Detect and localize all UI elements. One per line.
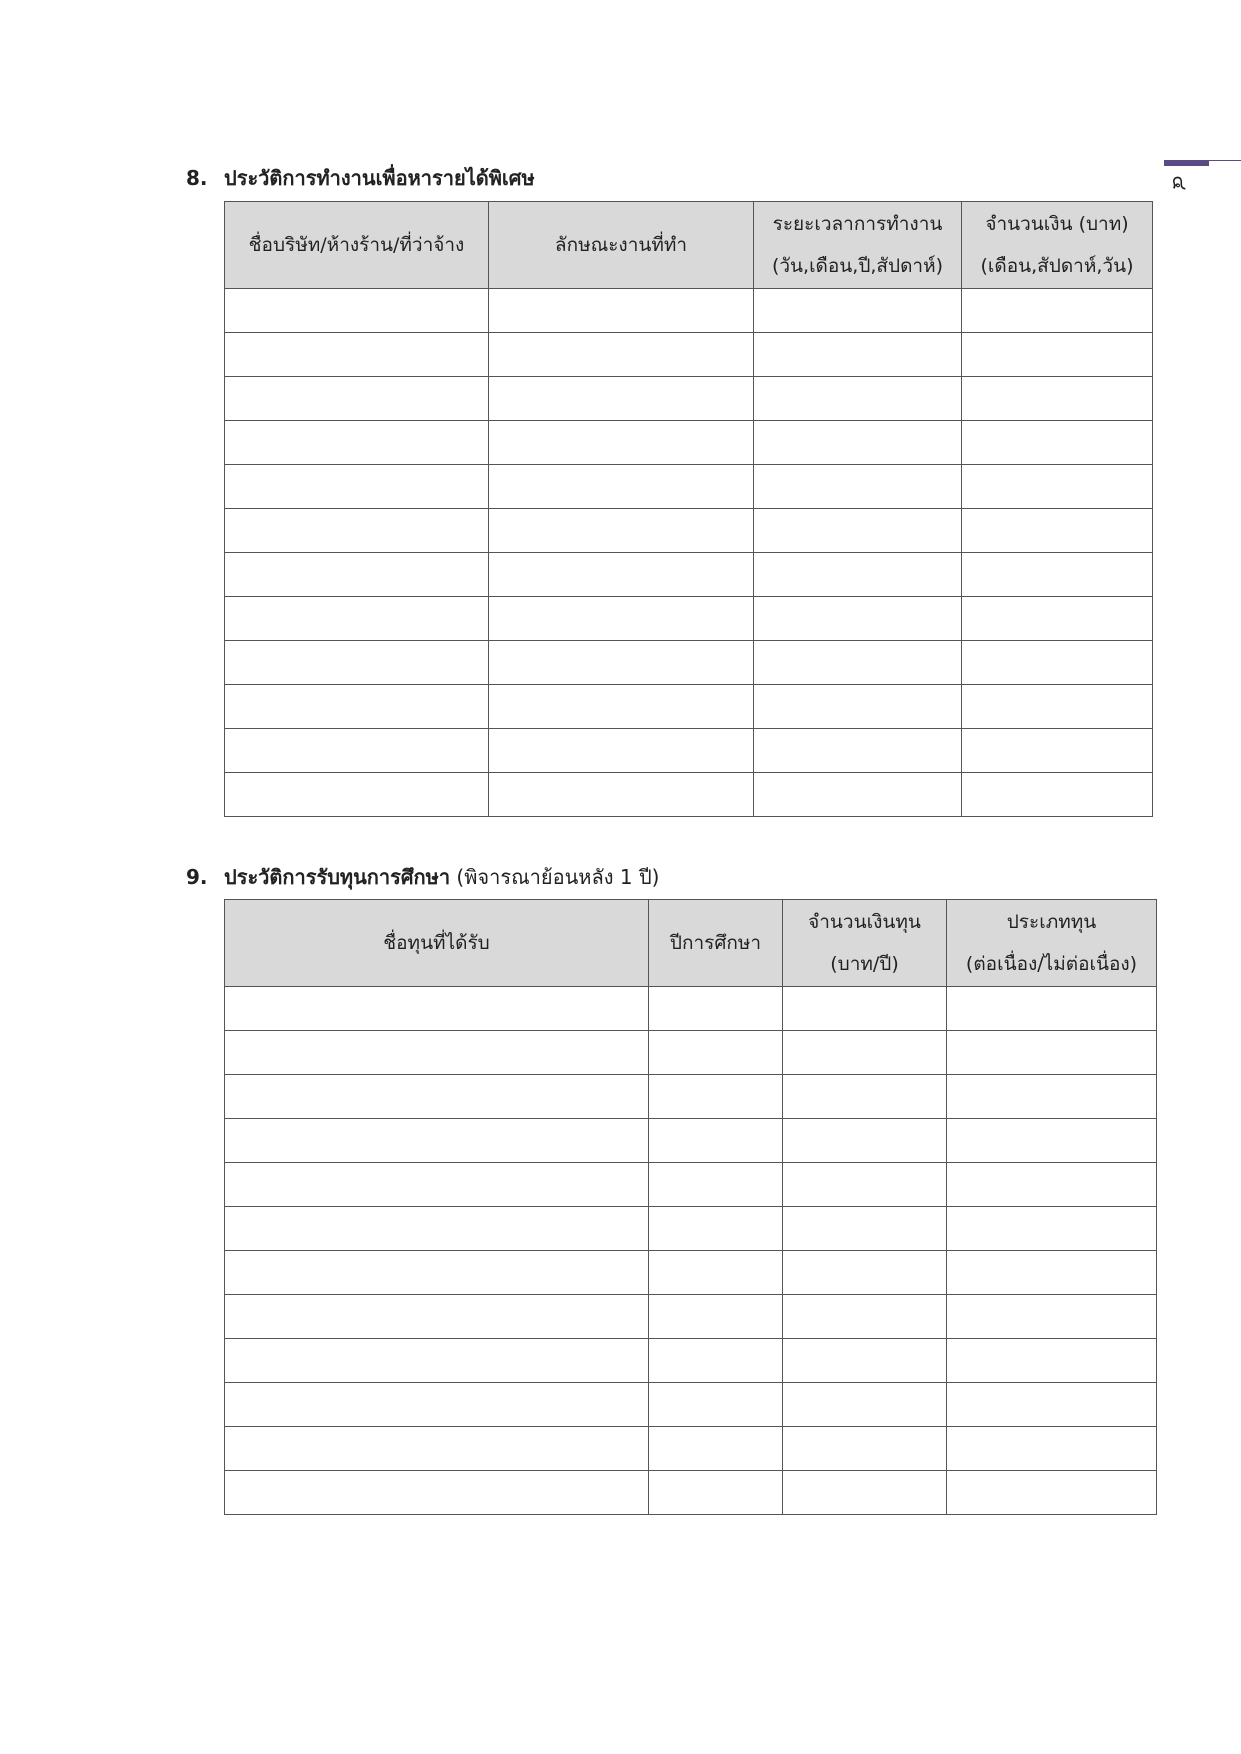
scholarship-rows	[225, 987, 1157, 1515]
section-9-number: 9.	[186, 865, 208, 889]
table-cell[interactable]	[489, 597, 754, 641]
table-row	[225, 1383, 1157, 1427]
work-history-table	[224, 201, 1153, 817]
table-cell[interactable]	[225, 377, 489, 421]
table-row	[225, 333, 1153, 377]
col-header-academic-year: ปีการศึกษา	[649, 900, 783, 987]
table-row	[225, 1339, 1157, 1383]
table-cell[interactable]	[649, 1295, 783, 1339]
section-8-number: 8.	[186, 166, 208, 190]
table-cell[interactable]	[225, 1075, 649, 1119]
table-cell[interactable]	[754, 465, 962, 509]
table-row	[225, 685, 1153, 729]
table-cell[interactable]	[225, 1295, 649, 1339]
table-cell[interactable]	[962, 289, 1153, 333]
table-cell[interactable]	[489, 685, 754, 729]
table-cell[interactable]	[649, 1383, 783, 1427]
table-row	[225, 1207, 1157, 1251]
table-row	[225, 641, 1153, 685]
table-cell[interactable]	[649, 1427, 783, 1471]
table-cell[interactable]	[783, 1075, 947, 1119]
section-8-heading	[186, 164, 535, 192]
section-9-title: ประวัติการรับทุนการศึกษา	[224, 865, 451, 889]
table-cell[interactable]	[225, 685, 489, 729]
table-cell[interactable]	[947, 1075, 1157, 1119]
table-cell[interactable]	[225, 1251, 649, 1295]
table-cell[interactable]	[489, 465, 754, 509]
table-row	[225, 1295, 1157, 1339]
work-history-rows	[225, 289, 1153, 817]
col-header-job-type: ลักษณะงานที่ทำ	[489, 202, 754, 289]
table-cell[interactable]	[783, 1427, 947, 1471]
table-cell[interactable]	[225, 553, 489, 597]
table-cell[interactable]	[225, 509, 489, 553]
table-cell[interactable]	[225, 641, 489, 685]
table-cell[interactable]	[754, 597, 962, 641]
table-cell[interactable]	[962, 333, 1153, 377]
table-cell[interactable]	[225, 1031, 649, 1075]
corner-line	[1209, 160, 1241, 161]
section-9-heading	[186, 863, 659, 891]
table-cell[interactable]	[962, 509, 1153, 553]
table-cell[interactable]	[489, 553, 754, 597]
table-cell[interactable]	[489, 333, 754, 377]
table-cell[interactable]	[489, 509, 754, 553]
table-row	[225, 597, 1153, 641]
table-row	[225, 1119, 1157, 1163]
col-header-amount: จำนวนเงิน (บาท) (เดือน,สัปดาห์,วัน)	[962, 202, 1153, 289]
table-row	[225, 509, 1153, 553]
table-cell[interactable]	[947, 1427, 1157, 1471]
table-cell[interactable]	[225, 1339, 649, 1383]
table-row	[225, 1427, 1157, 1471]
table-cell[interactable]	[754, 377, 962, 421]
table-row	[225, 1163, 1157, 1207]
table-cell[interactable]	[225, 1471, 649, 1515]
table-cell[interactable]	[649, 1471, 783, 1515]
table-row	[225, 553, 1153, 597]
table-row	[225, 987, 1157, 1031]
table-cell[interactable]	[947, 987, 1157, 1031]
col-header-scholarship-amount: จำนวนเงินทุน (บาท/ปี)	[783, 900, 947, 987]
table-row	[225, 1031, 1157, 1075]
table-cell[interactable]	[754, 729, 962, 773]
table-cell[interactable]	[947, 1339, 1157, 1383]
table-cell[interactable]	[754, 509, 962, 553]
table-cell[interactable]	[754, 553, 962, 597]
table-row	[225, 773, 1153, 817]
table-cell[interactable]	[489, 421, 754, 465]
table-cell[interactable]	[489, 377, 754, 421]
table-row	[225, 421, 1153, 465]
table-cell[interactable]	[783, 1383, 947, 1427]
table-cell[interactable]	[947, 1295, 1157, 1339]
table-cell[interactable]	[225, 597, 489, 641]
table-cell[interactable]	[754, 685, 962, 729]
table-cell[interactable]	[947, 1251, 1157, 1295]
col-header-scholarship-name: ชื่อทุนที่ได้รับ	[225, 900, 649, 987]
table-header-row	[225, 900, 1157, 987]
table-cell[interactable]	[947, 1471, 1157, 1515]
page-corner-mark	[1164, 160, 1241, 166]
section-8-title: ประวัติการทำงานเพื่อหารายได้พิเศษ	[224, 166, 535, 190]
table-cell[interactable]	[649, 1251, 783, 1295]
table-cell[interactable]	[225, 1163, 649, 1207]
col-header-employer: ชื่อบริษัท/ห้างร้าน/ที่ว่าจ้าง	[225, 202, 489, 289]
table-cell[interactable]	[649, 1163, 783, 1207]
col-header-scholarship-type: ประเภททุน (ต่อเนื่อง/ไม่ต่อเนื่อง)	[947, 900, 1157, 987]
table-cell[interactable]	[754, 333, 962, 377]
table-cell[interactable]	[962, 377, 1153, 421]
table-cell[interactable]	[225, 465, 489, 509]
table-cell[interactable]	[225, 1119, 649, 1163]
scholarship-table	[224, 899, 1157, 1515]
table-cell[interactable]	[225, 729, 489, 773]
table-cell[interactable]	[754, 773, 962, 817]
table-row	[225, 729, 1153, 773]
table-cell[interactable]	[225, 987, 649, 1031]
table-row	[225, 377, 1153, 421]
table-cell[interactable]	[947, 1383, 1157, 1427]
table-cell[interactable]	[489, 773, 754, 817]
table-cell[interactable]	[962, 729, 1153, 773]
table-cell[interactable]	[783, 1339, 947, 1383]
table-cell[interactable]	[649, 987, 783, 1031]
table-cell[interactable]	[783, 987, 947, 1031]
table-cell[interactable]	[489, 641, 754, 685]
table-cell[interactable]	[225, 1427, 649, 1471]
table-cell[interactable]	[783, 1295, 947, 1339]
table-cell[interactable]	[754, 421, 962, 465]
section-9-note: (พิจารณาย้อนหลัง 1 ปี)	[450, 865, 660, 889]
table-cell[interactable]	[962, 553, 1153, 597]
table-cell[interactable]	[783, 1031, 947, 1075]
table-cell[interactable]	[947, 1207, 1157, 1251]
table-row	[225, 1251, 1157, 1295]
table-cell[interactable]	[225, 333, 489, 377]
table-row	[225, 465, 1153, 509]
table-cell[interactable]	[225, 421, 489, 465]
col-header-duration: ระยะเวลาการทำงาน (วัน,เดือน,ปี,สัปดาห์)	[754, 202, 962, 289]
table-cell[interactable]	[783, 1163, 947, 1207]
table-cell[interactable]	[962, 421, 1153, 465]
table-cell[interactable]	[962, 465, 1153, 509]
table-cell[interactable]	[783, 1207, 947, 1251]
table-cell[interactable]	[225, 773, 489, 817]
table-cell[interactable]	[962, 597, 1153, 641]
table-cell[interactable]	[225, 1207, 649, 1251]
table-row	[225, 289, 1153, 333]
table-cell[interactable]	[754, 289, 962, 333]
table-cell[interactable]	[947, 1119, 1157, 1163]
table-row	[225, 1471, 1157, 1515]
table-cell[interactable]	[947, 1031, 1157, 1075]
table-row	[225, 1075, 1157, 1119]
table-cell[interactable]	[962, 641, 1153, 685]
table-cell[interactable]	[783, 1471, 947, 1515]
table-cell[interactable]	[649, 1031, 783, 1075]
table-cell[interactable]	[649, 1339, 783, 1383]
table-cell[interactable]	[783, 1251, 947, 1295]
table-cell[interactable]	[754, 641, 962, 685]
table-header-row	[225, 202, 1153, 289]
table-cell[interactable]	[489, 729, 754, 773]
page-number: ๔	[1168, 175, 1192, 191]
table-cell[interactable]	[649, 1075, 783, 1119]
table-cell[interactable]	[649, 1207, 783, 1251]
table-cell[interactable]	[649, 1119, 783, 1163]
corner-bar	[1164, 160, 1209, 166]
table-cell[interactable]	[225, 289, 489, 333]
table-cell[interactable]	[962, 685, 1153, 729]
table-cell[interactable]	[489, 289, 754, 333]
table-cell[interactable]	[947, 1163, 1157, 1207]
table-cell[interactable]	[962, 773, 1153, 817]
table-cell[interactable]	[783, 1119, 947, 1163]
table-cell[interactable]	[225, 1383, 649, 1427]
